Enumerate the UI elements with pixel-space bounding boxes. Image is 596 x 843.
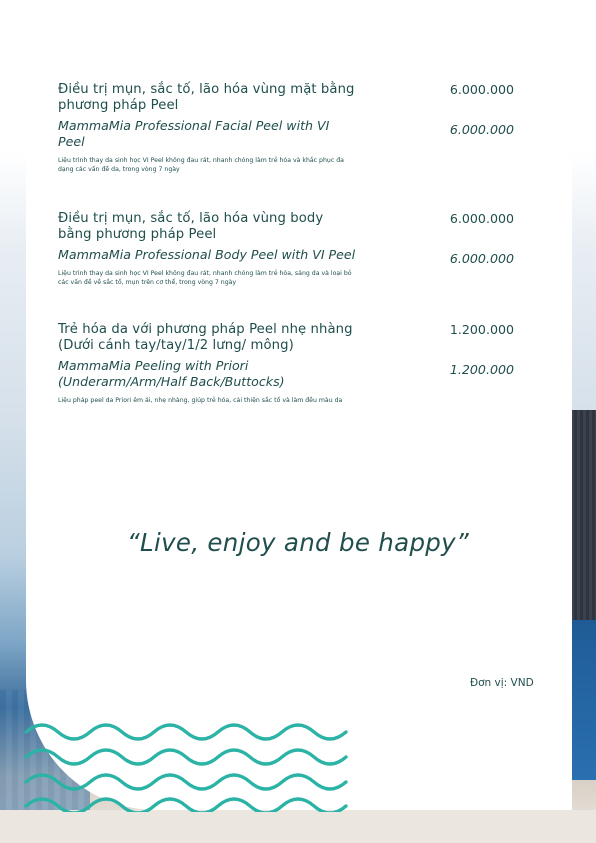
- menu-item-facial-peel: [58, 82, 514, 174]
- menu-item-vi-row: [58, 211, 514, 243]
- menu-item-en-row: [58, 118, 514, 150]
- menu-item-vi-row: [58, 322, 514, 354]
- item-name-vi: Điều trị mụn, sắc tố, lão hóa vùng body bằng phương pháp Peel: [58, 211, 324, 242]
- menu-item-en-row: [58, 247, 514, 266]
- menu-item-en-row: [58, 358, 514, 390]
- currency-unit: Đơn vị: VND: [470, 677, 534, 689]
- item-name-en: MammaMia Professional Body Peel with VI Peel: [58, 247, 356, 262]
- menu-item-vi-row: [58, 82, 514, 114]
- item-price-vi: 1.200.000: [449, 322, 514, 337]
- menu-item-priori-peel: [58, 322, 514, 405]
- item-name-vi: Điều trị mụn, sắc tố, lão hóa vùng mặt bằng phương pháp Peel: [58, 82, 355, 113]
- item-description: Liệu pháp peel da Priori êm ái, nhẹ nhàng, giúp trẻ hóa, cải thiện sắc tố và làm đều màu da: [58, 397, 343, 404]
- item-price-vi: 6.000.000: [449, 82, 514, 97]
- item-description: Liệu trình thay da sinh học VI Peel không đau rát, nhanh chóng làm trẻ hóa, sáng da và loại bỏ các vấn đề về sắc tố, mụn trên cơ thể, trong vòng 7 ngày: [58, 270, 352, 286]
- background-floor: [0, 810, 596, 843]
- item-name-vi: Trẻ hóa da với phương pháp Peel nhẹ nhàng (Dưới cánh tay/tay/1/2 lưng/ mông): [58, 322, 353, 353]
- item-price-en: 6.000.000: [449, 251, 514, 266]
- item-name-en: MammaMia Peeling with Priori (Underarm/Arm/Half Back/Buttocks): [58, 358, 285, 389]
- quote-text: “Live, enjoy and be happy”: [127, 528, 469, 557]
- item-description: Liệu trình thay da sinh học VI Peel không đau rát, nhanh chóng làm trẻ hóa và khắc phục đa dạng các vấn đề da, trong vòng 7 ngày: [58, 157, 344, 173]
- item-name-en: MammaMia Professional Facial Peel with VI Peel: [58, 118, 330, 149]
- item-price-vi: 6.000.000: [449, 211, 514, 226]
- menu-item-body-peel: [58, 211, 514, 287]
- item-price-en: 1.200.000: [449, 362, 514, 377]
- item-price-en: 6.000.000: [449, 122, 514, 137]
- wave-lines-icon: [22, 712, 362, 812]
